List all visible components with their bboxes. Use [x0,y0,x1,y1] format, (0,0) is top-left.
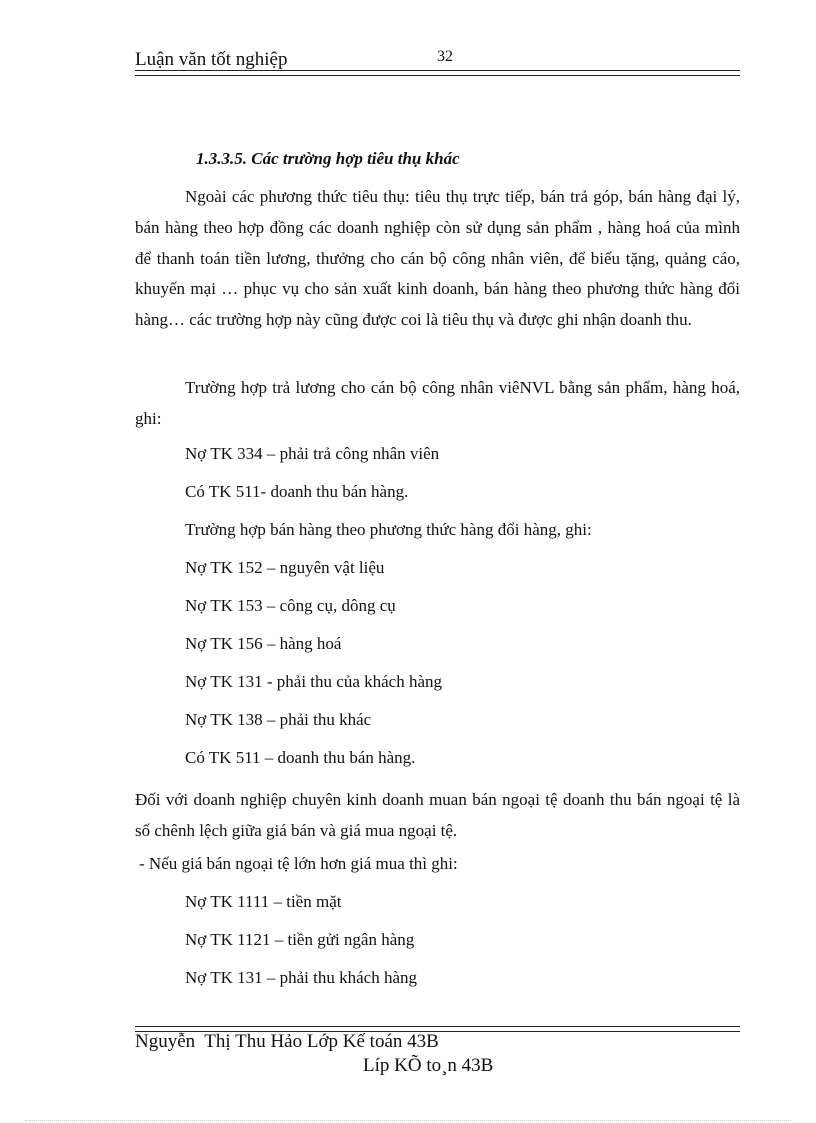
entry-line: Nợ TK 156 – hàng hoá [185,634,342,653]
entry-line: Có TK 511- doanh thu bán hàng. [185,482,409,501]
entry-line: Nợ TK 152 – nguyên vật liệu [185,558,385,577]
entry-line: Có TK 511 – doanh thu bán hàng. [185,748,416,767]
footer-author: Nguyễn Thị Thu Hảo Lớp Kế toán 43B [135,1031,439,1052]
page-number: 32 [437,48,453,65]
section-heading: 1.3.3.5. Các trường hợp tiêu thụ khác [196,149,460,168]
entry-line: Nợ TK 131 - phải thu của khách hàng [185,672,443,691]
entry-line: Nợ TK 1111 – tiền mặt [185,892,342,911]
entry-line: Nợ TK 153 – công cụ, dông cụ [185,596,396,615]
intro-paragraph [135,182,740,336]
entry-line: Nợ TK 334 – phải trả công nhân viên [185,444,440,463]
entry-line: Nợ TK 1121 – tiền gửi ngân hàng [185,930,415,949]
barter-intro: Trường hợp bán hàng theo phương thức hàng đổi hàng, ghi: [185,520,592,539]
header-rule [135,70,740,76]
salary-paragraph [135,373,740,435]
page-edge-dots [25,1120,791,1121]
salary-paragraph-text: Trường hợp trả lương cho cán bộ công nhân viêNVL bằng sản phẩm, hàng hoá, ghi: [135,378,740,428]
forex-condition: - Nếu giá bán ngoại tệ lớn hơn giá mua thì ghi: [139,854,458,873]
intro-paragraph-text: Ngoài các phương thức tiêu thụ: tiêu thụ trực tiếp, bán trả góp, bán hàng đại lý, bán hàng theo hợp đồng các doanh nghiệp còn sử dụng sản phẩm , hàng hoá của mình để thanh toán tiền lương, thưởng cho cán bộ công nhân viên, để biếu tặng, quảng cáo, khuyến mại … phục vụ cho sản xuất kinh doanh, bán hàng theo phương thức hàng đổi hàng… các trường hợp này cũng được coi là tiêu thụ và được ghi nhận doanh thu. [135,187,740,330]
header-title: Luận văn tốt nghiệp [135,49,288,70]
entry-line: Nợ TK 131 – phải thu khách hàng [185,968,417,987]
forex-paragraph: Đối với doanh nghiệp chuyên kinh doanh muan bán ngoại tệ doanh thu bán ngoại tệ là số chênh lệch giữa giá bán và giá mua ngoại tệ. [135,790,740,840]
entry-line: Nợ TK 138 – phải thu khác [185,710,372,729]
footer-class: Líp KÕ to¸n 43B [363,1055,494,1076]
